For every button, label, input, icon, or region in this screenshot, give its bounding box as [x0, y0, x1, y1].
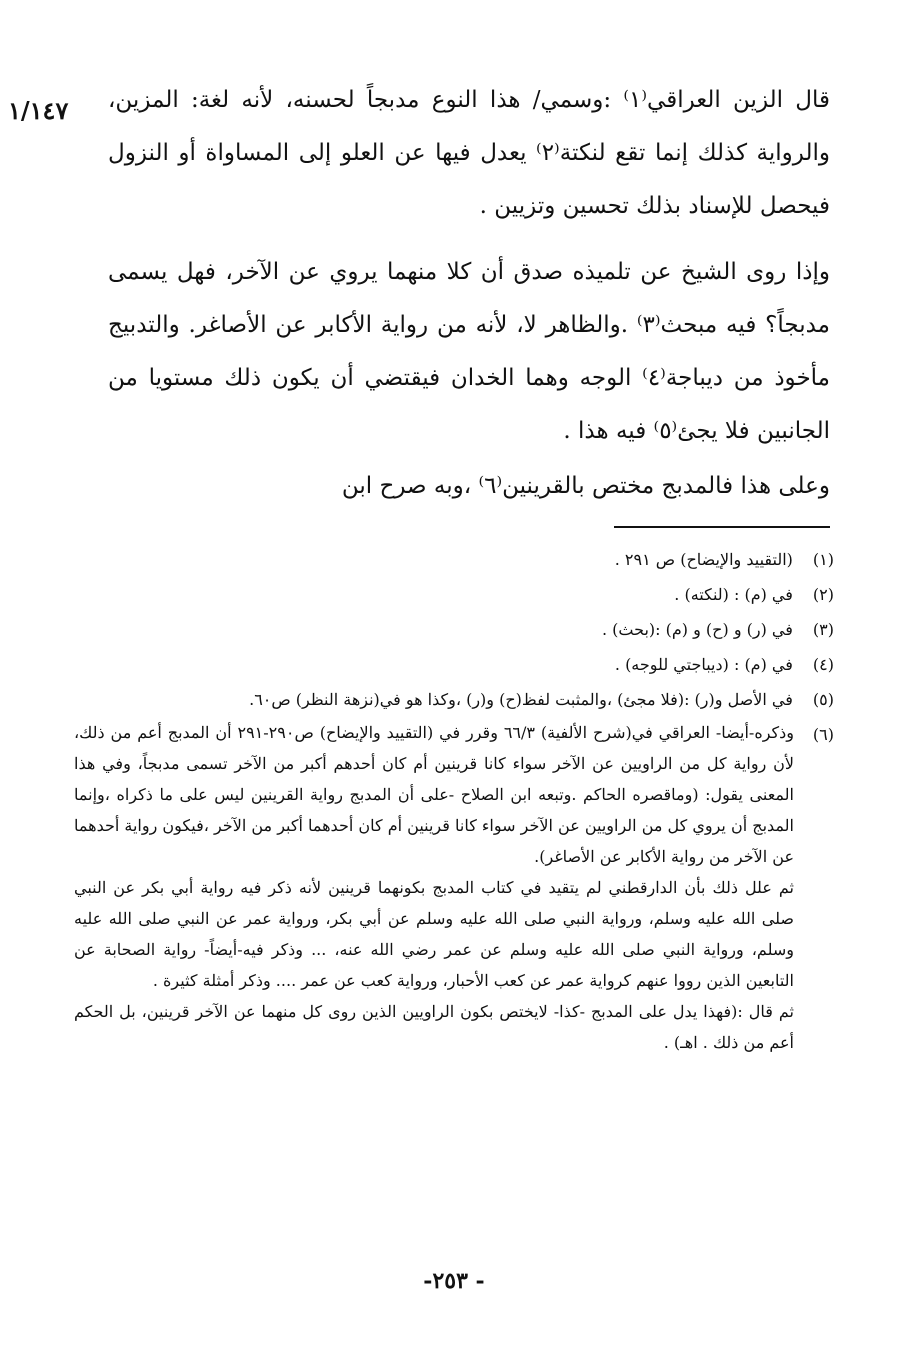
footnote-text: في (ر) و (ح) و (م) :(بحث) . [602, 620, 793, 639]
paragraph-2 [108, 246, 830, 458]
footnote-3 [74, 612, 834, 647]
footnote-number: (٣) [812, 620, 834, 639]
footnote-text: (التقييد والإيضاح) ص ٢٩١ . [614, 550, 793, 569]
paragraph-1 [108, 74, 830, 233]
footnote-5 [74, 682, 834, 717]
paragraph-text: قال الزين العراقي⁽١⁾ :وسمي/ هذا النوع مدبجاً لحسنه، لأنه لغة: المزين، والرواية كذلك إنما تقع لنكتة⁽٢⁾ يعدل فيها عن العلو إلى المساواة أو النزول فيحصل للإسناد بذلك تحسين وتزيين . [108, 87, 830, 219]
footnote-number: (٤) [812, 655, 834, 674]
footnote-text: في (م) : (لنكته) . [674, 585, 793, 604]
paragraph-3 [108, 460, 830, 513]
footnote-6 [74, 717, 834, 1058]
footnote-paragraph: ثم قال :(فهذا يدل على المدبج -كذا- لايختص بكون الراويين الذين روى كل منهما عن الآخر قرينين، بل الحكم أعم من ذلك . اهـ) . [74, 1002, 794, 1052]
footnote-separator [614, 526, 830, 528]
margin-reference: ١/١٤٧ [8, 96, 69, 125]
paragraph-text: وإذا روى الشيخ عن تلميذه صدق أن كلا منهما يروي عن الآخر، فهل يسمى مدبجاً؟ فيه مبحث⁽٣⁾ .والظاهر لا، لأنه من رواية الأكابر عن الأصاغر. والتدبيج مأخوذ من ديباجة⁽٤⁾ الوجه وهما الخدان فيقتضي أن يكون ذلك مستويا من الجانبين فلا يجئ⁽٥⁾ فيه هذا . [108, 259, 830, 444]
footnote-number: (٦) [812, 725, 834, 744]
footnotes [74, 542, 834, 1058]
footnote-number: (٥) [812, 690, 834, 709]
footnote-1 [74, 542, 834, 577]
footnote-text: في الأصل و(ر) :(فلا مجئ) ،والمثبت لفظ(ح) و(ر) ،وكذا هو في(نزهة النظر) ص٦٠. [249, 690, 793, 709]
footnote-paragraph: وذكره-أيضا- العراقي في(شرح الألفية) ٦٦/٣ وقرر في (التقييد والإيضاح) ص٢٩٠-٢٩١ أن المدبج أعم من ذلك، لأن رواية كل من الراويين عن الآخر سواء كانا قرينين أم كان أحدهم أكبر من الآخر تسمى مدبجاً، وفي هذا المعنى يقول: (وماقصره الحاكم .وتبعه ابن الصلاح -على أن المدبج رواية القرينين ليس على ما ذكراه ،وإنما المدبج أن يروي كل من الراويين عن الآخر سواء كانا قرينين أم كان أحدهما أكبر من الآخر ،فيكون رواية أحدهما عن الآخر من رواية الأكابر عن الأصاغر). [74, 723, 794, 866]
paragraph-text: وعلى هذا فالمدبج مختص بالقرينين⁽٦⁾ ،وبه صرح ابن [341, 473, 830, 499]
page-number: - ٢٥٣- [423, 1268, 485, 1294]
footnote-number: (٢) [812, 585, 834, 604]
footnote-6-body [74, 717, 834, 1058]
footnote-number: (١) [812, 550, 834, 569]
footnote-text: في (م) : (ديباجتي للوجه) . [614, 655, 793, 674]
footnote-4 [74, 647, 834, 682]
footnote-paragraph: ثم علل ذلك بأن الدارقطني لم يتقيد في كتاب المدبج بكونهما قرينين لأنه ذكر فيه رواية أبي بكر عن النبي صلى الله عليه وسلم، ورواية النبي صلى الله عليه وسلم عن أبي بكر، ورواية عمر عن النبي صلى الله عليه وسلم، ورواية النبي صلى الله عليه وسلم عن عمر رضي الله عنه، ... وذكر فيه-أيضاً- رواية الصحابة عن التابعين الذين رووا عنهم كرواية عمر عن كعب الأحبار، ورواية كعب عن عمر .... وذكر أمثلة كثيرة . [74, 878, 794, 990]
footnote-2 [74, 577, 834, 612]
